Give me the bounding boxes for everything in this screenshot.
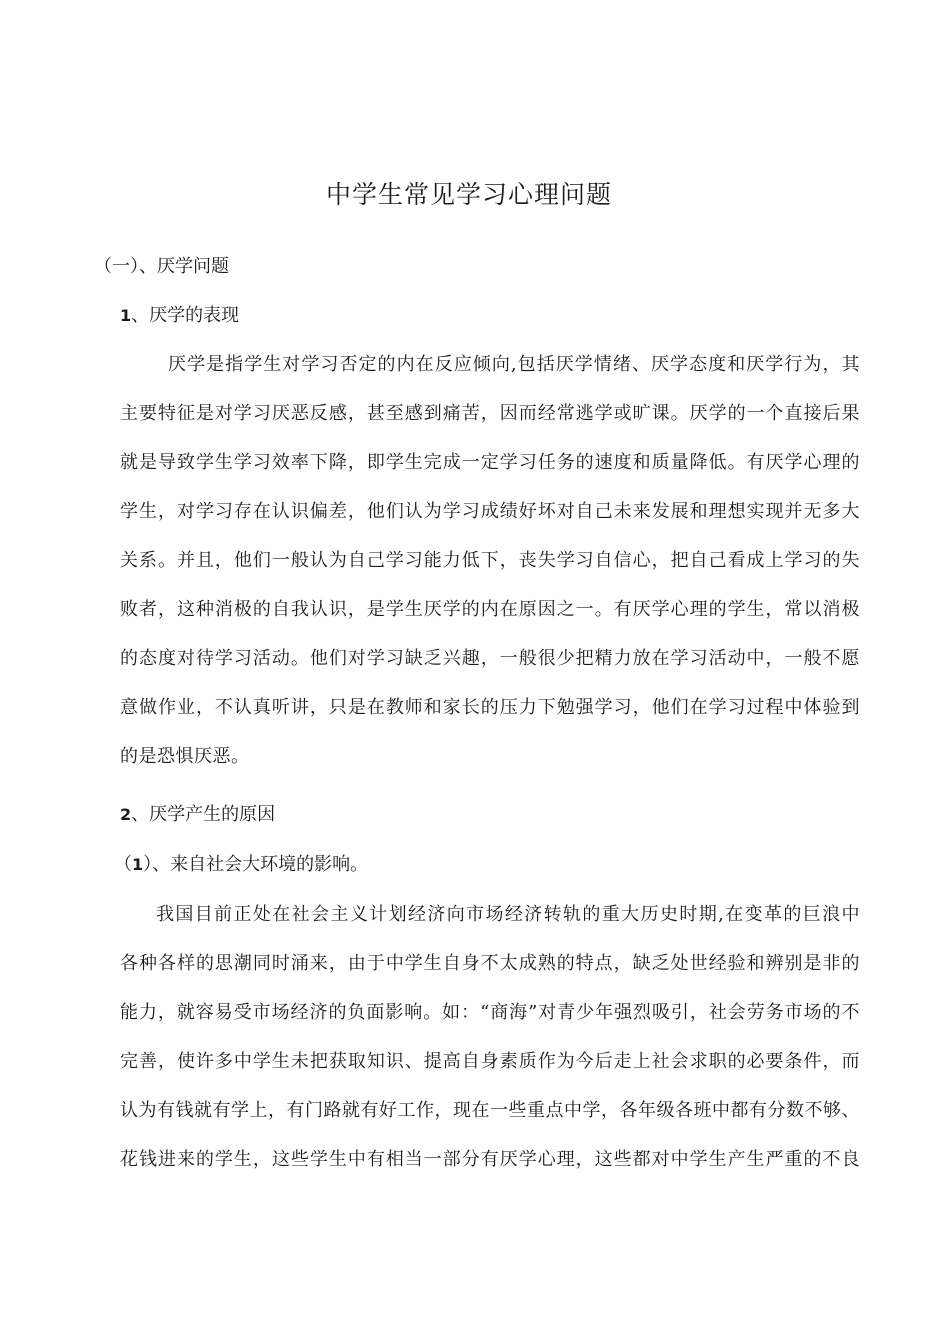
paragraph-line: 的态度对待学习活动。他们对学习缺乏兴趣，一般很少把精力放在学习活动中，一般不愿 [120, 648, 860, 669]
section-heading-1: （一）、厌学问题 [94, 256, 229, 277]
paragraph-line: 主要特征是对学习厌恶反感，甚至感到痛苦，因而经常逃学或旷课。厌学的一个直接后果 [120, 403, 860, 424]
subsection-number: 2 [120, 805, 132, 824]
subsection-number: 1 [120, 306, 132, 325]
paragraph-line: 我国目前正处在社会主义计划经济向市场经济转轨的重大历史时期,在变革的巨浪中 [156, 904, 860, 925]
paragraph-line: 关系。并且，他们一般认为自己学习能力低下，丧失学习自信心，把自己看成上学习的失 [120, 550, 860, 571]
paragraph-line: 花钱进来的学生，这些学生中有相当一部分有厌学心理，这些都对中学生产生严重的不良 [120, 1149, 860, 1170]
paragraph-line: 意做作业，不认真听讲，只是在教师和家长的压力下勉强学习，他们在学习过程中体验到 [120, 697, 860, 718]
subsection-text: ）、来自社会大环境的影响。 [143, 854, 369, 875]
paragraph-line: 败者，这种消极的自我认识，是学生厌学的内在原因之一。有厌学心理的学生，常以消极 [120, 599, 860, 620]
subsection-heading-2 [120, 800, 275, 826]
subsection-heading-2-1 [114, 850, 368, 876]
paragraph-line: 学生，对学习存在认识偏差，他们认为学习成绩好坏对自己未来发展和理想实现并无多大 [120, 501, 860, 522]
paragraph-line: 各种各样的思潮同时涌来，由于中学生自身不太成熟的特点，缺乏处世经验和辨别是非的 [120, 953, 860, 974]
subsection-text: 、厌学的表现 [131, 305, 240, 326]
subsection-number: 1 [132, 855, 144, 874]
paragraph-line: 厌学是指学生对学习否定的内在反应倾向,包括厌学情绪、厌学态度和厌学行为，其 [168, 354, 860, 375]
subsection-heading-1 [120, 301, 239, 327]
subsection-text: 、厌学产生的原因 [131, 804, 276, 825]
paragraph-line: 就是导致学生学习效率下降，即学生完成一定学习任务的速度和质量降低。有厌学心理的 [120, 452, 860, 473]
paragraph-line: 能力，就容易受市场经济的负面影响。如：“商海”对青少年强烈吸引，社会劳务市场的不 [120, 1002, 860, 1023]
paragraph-line: 完善，使许多中学生未把获取知识、提高自身素质作为今后走上社会求职的必要条件，而 [120, 1051, 860, 1072]
paragraph-line: 的是恐惧厌恶。 [120, 746, 250, 767]
paragraph-line: 认为有钱就有学上，有门路就有好工作，现在一些重点中学，各年级各班中都有分数不够、 [120, 1100, 860, 1121]
paren-open: （ [114, 854, 132, 875]
document-title: 中学生常见学习心理问题 [325, 180, 612, 209]
